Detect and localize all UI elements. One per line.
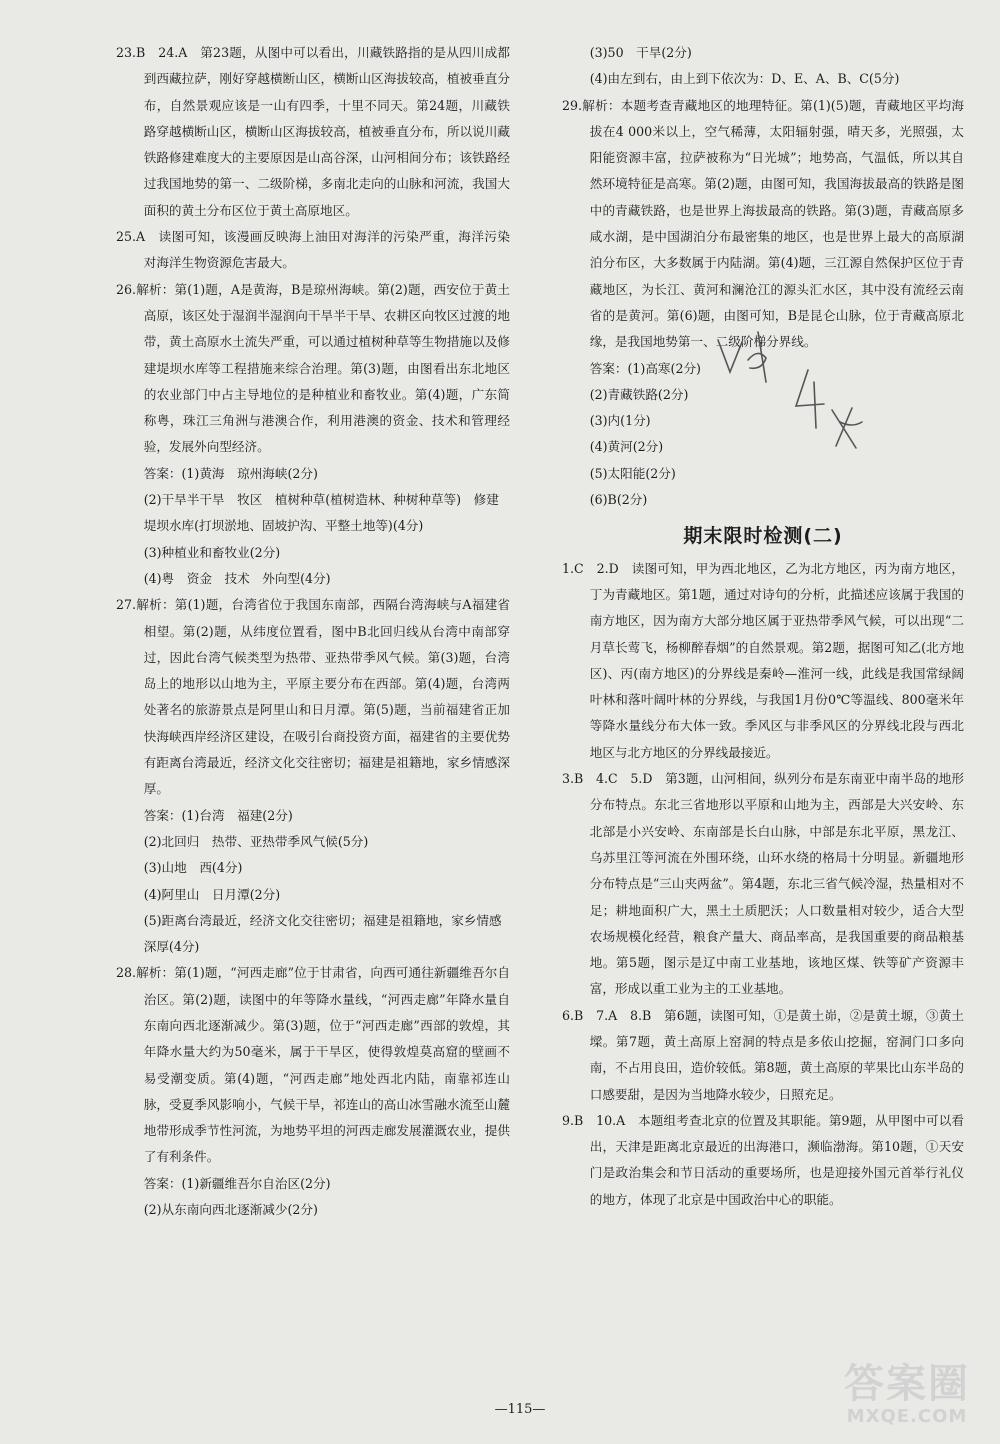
left-column [116, 40, 510, 1223]
question-paragraph: 25.A 读图可知，该漫画反映海上油田对海洋的污染严重，海洋污染对海洋生物资源危害最大。 [116, 229, 510, 271]
answer-line: (3)50 干旱(2分) [589, 45, 692, 60]
right-column [562, 40, 964, 1213]
question-paragraph: 6.B 7.A 8.B 第6题，读图可知，①是黄土峁，②是黄土塬，③黄土墚。第7题，黄土高原上窑洞的特点是多依山挖掘，窑洞门口多向南，不占用良田，造价较低。第8题，黄土高原的苹果比山东半岛的口感要甜，是因为当地降水较少，日照充足。 [562, 1007, 964, 1102]
answer-line: (6)B(2分) [589, 492, 648, 508]
pencil-marks [700, 320, 880, 460]
section-title: 期末限时检测(二) [683, 525, 843, 548]
question-paragraph: 23.B 24.A 第23题，从图中可以看出，川藏铁路指的是从四川成都到西藏拉萨，刚好穿越横断山区，横断山区海拔较高，植被垂直分布，自然景观应该是一山有四季，十里不同天。第24题，川藏铁路穿越横断山区，横断山区海拔较高，植被垂直分布，所以说川藏铁路修建难度大的主要原因是山高谷深，山河相间分布；该铁路经过我国地势的第一、二级阶梯，多南北走向的山脉和河流，我国大面积的黄土分布区位于黄土高原地区。 [116, 45, 510, 218]
answer-line: (2)从东南向西北逐渐减少(2分) [143, 1202, 318, 1218]
question-paragraph: 29.解析：本题考查青藏地区的地理特征。第(1)(5)题，青藏地区平均海拔在4 000米以上，空气稀薄，太阳辐射强，晴天多，光照强，太阳能资源丰富，拉萨被称为“日光城”；地势高，气温低，所以其自然环境特征是高寒。第(2)题，由图可知，我国海拔最高的铁路是图中的青藏铁路，也是世界上海拔最高的铁路。第(3)题，青藏高原多咸水湖，是中国湖泊分布最密集的地区，也是世界上最大的高原湖泊分布区，大多数属于内陆湖。第(4)题，三江源自然保护区位于青藏地区，为长江、黄河和澜沧江的源头汇水区，其中没有流经云南省的是黄河。第(6)题，由图可知，B是昆仑山脉，位于青藏高原北缘，是我国地势第一、二级阶梯分界线。 [562, 97, 964, 350]
question-paragraph: 26.解析：第(1)题，A是黄海，B是琼州海峡。第(2)题，西安位于黄土高原，该区处于湿润半湿润向干旱半干旱、农耕区向牧区过渡的地带，黄土高原水土流失严重，可以通过植树种草等生物措施以及修建堤坝水库等工程措施来综合治理。第(3)题，由图看出东北地区的农业部门中占主导地位的是种植业和畜牧业。第(4)题，广东简称粤，珠江三角洲与港澳合作，利用港澳的资金、技术和管理经验，发展外向型经济。 [116, 281, 510, 455]
answer-line: (5)距离台湾最近，经济文化交往密切；福建是祖籍地，家乡情感深厚(4分) [143, 912, 502, 955]
question-paragraph: 27.解析：第(1)题，台湾省位于我国东南部，西隔台湾海峡与A福建省相望。第(2)题，从纬度位置看，图中B北回归线从台湾中南部穿过，因此台湾气候类型为热带、亚热带季风气候。第(3)题，台湾岛上的地形以山地为主，平原主要分布在西部。第(4)题，台湾两处著名的旅游景点是阿里山和日月潭。第(5)题，当前福建省正加快海峡西岸经济区建设，在吸引台商投资方面，福建省的主要优势有距离台湾最近，经济文化交往密切；福建是祖籍地，家乡情感深厚。 [116, 597, 510, 797]
answer-line: 答案：(1)黄海 琼州海峡(2分) [143, 465, 318, 481]
answer-line: (3)种植业和畜牧业(2分) [143, 544, 281, 560]
question-paragraph: 28.解析：第(1)题，“河西走廊”位于甘肃省，向西可通往新疆维吾尔自治区。第(2)题，读图中的年等降水量线，“河西走廊”年降水量自东南向西北逐渐减少。第(3)题，位于“河西走廊”西部的敦煌，其年降水量大约为50毫米，属于干旱区，使得敦煌莫高窟的壁画不易受潮变质。第(4)题，“河西走廊”地处西北内陆，南靠祁连山脉，受夏季风影响小，气候干旱，祁连山的高山冰雪融水流至山麓地带形成季节性河流，为地势平坦的河西走廊发展灌溉农业，提供了有利条件。 [116, 965, 510, 1165]
answer-line: 答案：(1)台湾 福建(2分) [143, 807, 293, 823]
question-paragraph: 1.C 2.D 读图可知，甲为西北地区，乙为北方地区，丙为南方地区，丁为青藏地区。第1题，通过对诗句的分析，此描述应该属于我国的南方地区，因为南方大部分地区属于亚热带季风气候，可以出现“二月草长莺飞，杨柳醉春烟”的自然景观。第2题，据图可知乙(北方地区)、丙(南方地区)的分界线是秦岭—淮河一线，此线是我国常绿阔叶林和落叶阔叶林的分界线，与我国1月份0℃等温线、800毫米年等降水量线分布大体一致。季风区与非季风区的分界线北段与西北地区与北方地区的分界线最接近。 [562, 560, 964, 760]
answer-line: (3)内(1分) [589, 413, 651, 429]
answer-line: (4)粤 资金 技术 外向型(4分) [143, 570, 331, 586]
page-number: —115— [494, 1402, 546, 1417]
answer-line: (2)干旱半干旱 牧区 植树种草(植树造林、种树种草等) 修建堤坝水库(打坝淤地、固坡护沟、平整土地等)(4分) [143, 492, 499, 534]
answer-line: (2)北回归 热带、亚热带季风气候(5分) [143, 833, 369, 849]
answer-line: 答案：(1)新疆维吾尔自治区(2分) [143, 1175, 331, 1191]
answer-line: 答案：(1)高寒(2分) [589, 360, 701, 376]
answer-line: (3)山地 西(4分) [143, 860, 243, 876]
answer-line: (5)太阳能(2分) [589, 465, 676, 481]
answer-line: (4)黄河(2分) [589, 439, 664, 455]
question-paragraph: 9.B 10.A 本题组考查北京的位置及其职能。第9题，从甲图中可以看出，天津是距离北京最近的出海港口，濒临渤海。第10题，①天安门是政治集会和节日活动的重要场所，也是迎接外国元首举行礼仪的地方，体现了北京是中国政治中心的职能。 [562, 1112, 964, 1207]
watermark-logo: 答案圈 MXQE.COM [844, 1361, 970, 1427]
answer-line: (4)由左到右，由上到下依次为：D、E、A、B、C(5分) [589, 71, 900, 87]
answer-line: (2)青藏铁路(2分) [589, 386, 689, 402]
answer-line: (4)阿里山 日月潭(2分) [143, 886, 281, 902]
question-paragraph: 3.B 4.C 5.D 第3题，山河相间，纵列分布是东南亚中南半岛的地形分布特点。东北三省地形以平原和山地为主，西部是大兴安岭、东北部是小兴安岭、东南部是长白山脉，中部是东北平原，黑龙江、乌苏里江等河流在外围环绕，山环水绕的格局十分明显。新疆地形分布特点是“三山夹两盆”。第4题，东北三省气候冷湿，热量相对不足；耕地面积广大，黑土土质肥沃；人口数量相对较少，适合大型农场规模化经营，粮食产量大、商品率高，是我国重要的商品粮基地。第5题，图示是辽中南工业基地，该地区煤、铁等矿产资源丰富，形成以重工业为主的工业基地。 [562, 771, 964, 997]
right-column-bottom [562, 556, 964, 1213]
